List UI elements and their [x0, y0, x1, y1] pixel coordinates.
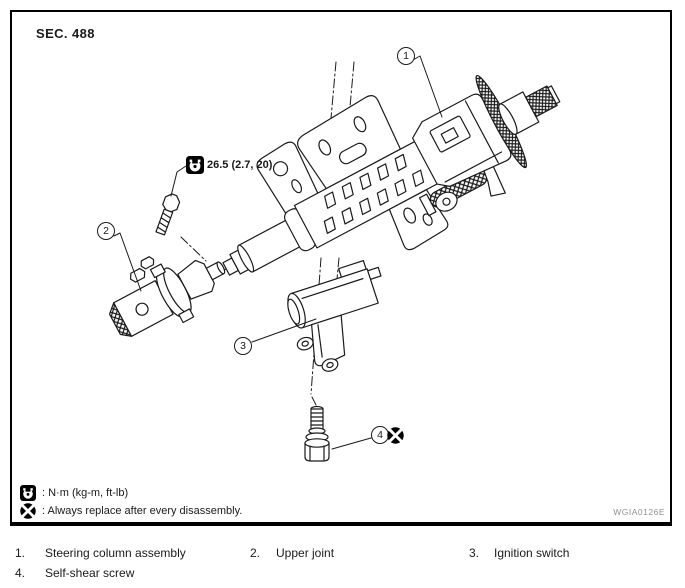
parts-item-4-number: 4.	[15, 566, 26, 580]
legend-row-torque	[20, 484, 242, 502]
callout-3	[234, 337, 252, 355]
torque-wrench-icon	[186, 156, 204, 174]
callout-4-number: 4	[377, 428, 383, 441]
ignition-switch-drawing	[279, 257, 404, 379]
parts-item-2-label: Upper joint	[276, 546, 335, 560]
legend-replace-text: : Always replace after every disassembly.	[42, 505, 243, 517]
callout-3-number: 3	[240, 339, 246, 352]
steering-column-assembly-drawing	[186, 18, 589, 331]
replace-icon	[20, 503, 36, 519]
replace-icon	[387, 427, 404, 444]
upper-joint-drawing	[94, 224, 237, 351]
figure-code: WGIA0126E	[613, 507, 665, 517]
callout-2-number: 2	[103, 224, 109, 237]
parts-item-1-number: 1.	[15, 546, 26, 560]
parts-item-3-label: Ignition switch	[494, 546, 570, 560]
self-shear-screw-drawing	[305, 407, 329, 462]
parts-item-1-label: Steering column assembly	[45, 546, 186, 560]
parts-item-2-number: 2.	[250, 546, 261, 560]
section-title: SEC. 488	[36, 26, 95, 41]
legend-torque-text: : N·m (kg-m, ft-lb)	[42, 487, 129, 499]
callout-2	[97, 222, 115, 240]
callout-1-number: 1	[403, 49, 409, 62]
callout-1	[397, 47, 415, 65]
torque-value: 26.5 (2.7, 20)	[207, 159, 273, 171]
legend	[20, 484, 242, 520]
joint-bolt-drawing	[153, 192, 181, 236]
torque-spec-label	[186, 156, 272, 174]
parts-item-4-label: Self-shear screw	[45, 566, 135, 580]
torque-wrench-icon	[20, 485, 36, 501]
legend-row-replace	[20, 502, 242, 520]
parts-item-3-number: 3.	[469, 546, 480, 560]
